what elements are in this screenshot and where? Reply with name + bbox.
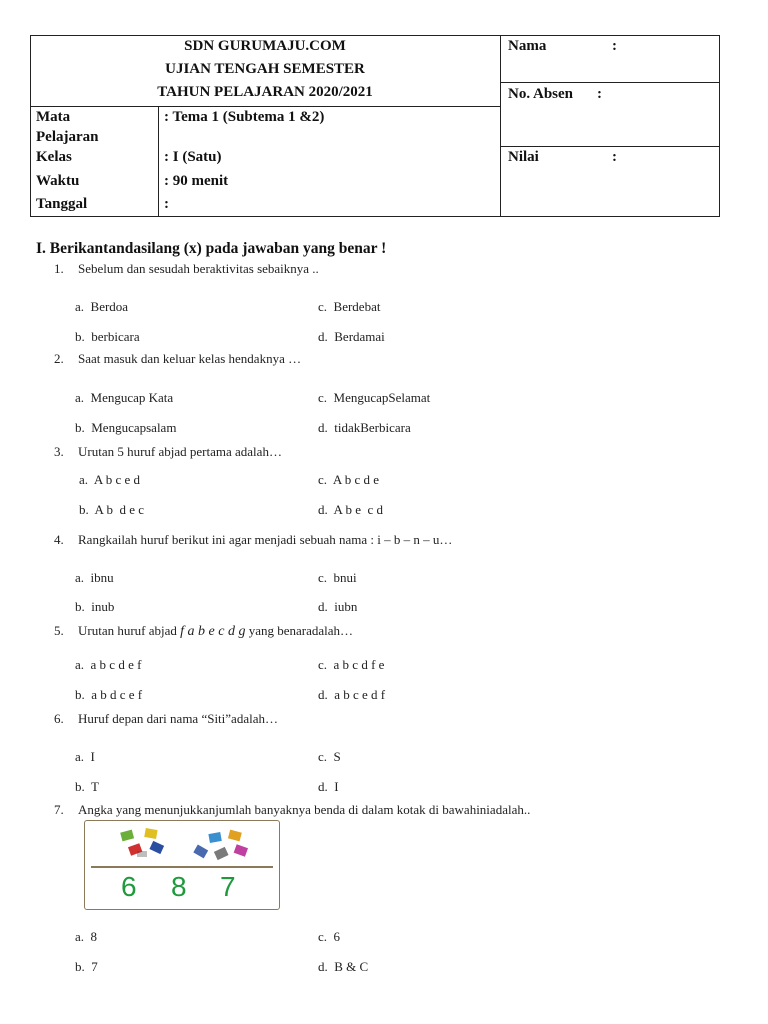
option-text: Berdebat: [333, 299, 381, 314]
question-text: Angka yang menunjukkanjumlah banyaknya benda di dalam kotak di bawahiniadalah..: [78, 802, 531, 817]
field-value-nama[interactable]: :: [612, 38, 617, 54]
option-text: 6: [333, 929, 341, 944]
sharpener-group-left: [120, 828, 164, 857]
option-b[interactable]: b. 7: [75, 959, 98, 974]
option-c[interactable]: c. Berdebat: [318, 299, 381, 314]
question-text: Huruf depan dari nama “Siti”adalah…: [78, 711, 278, 726]
option-c[interactable]: c. a b c d f e: [318, 657, 385, 672]
option-text: a b c d f e: [333, 657, 385, 672]
option-a[interactable]: a. a b c d e f: [75, 657, 142, 672]
option-c[interactable]: c. A b c d e: [318, 472, 380, 487]
question-number: 7.: [54, 802, 64, 817]
field-value-tanggal: :: [164, 196, 169, 212]
option-text: 7: [91, 959, 98, 974]
option-text: T: [91, 779, 99, 794]
header-col-divider: [158, 106, 159, 217]
question-text: Saat masuk dan keluar kelas hendaknya …: [78, 351, 302, 366]
option-b[interactable]: b. inub: [75, 599, 115, 614]
option-text: S: [333, 749, 341, 764]
question-text-italic: f a b e c d g: [180, 624, 246, 639]
option-text: A b c e d: [93, 472, 141, 487]
question-text: Urutan 5 huruf abjad pertama adalah…: [78, 444, 282, 459]
school-year: TAHUN PELAJARAN 2020/2021: [157, 84, 373, 100]
option-c[interactable]: c. 6: [318, 929, 341, 944]
option-d[interactable]: d. A b e c d: [318, 502, 384, 517]
option-text: A b e c d: [333, 502, 384, 517]
option-b[interactable]: b. a b d c e f: [75, 687, 143, 702]
field-label-absen: No. Absen: [508, 86, 574, 102]
field-label-mata: Mata: [36, 109, 71, 125]
option-text: a b c d e f: [90, 657, 142, 672]
option-d[interactable]: d. Berdamai: [318, 329, 385, 344]
field-value-kelas: : I (Satu): [164, 149, 222, 165]
option-text: I: [334, 779, 339, 794]
question-text: [78, 623, 353, 640]
option-text: berbicara: [91, 329, 140, 344]
header-right-divider-1: [500, 82, 720, 83]
sharpeners-illustration: [85, 821, 279, 865]
option-text: MengucapSelamat: [333, 390, 431, 405]
option-text: Mengucapsalam: [91, 420, 177, 435]
option-d[interactable]: d. iubn: [318, 599, 358, 614]
field-label-nama: Nama: [508, 38, 547, 54]
header-right-divider-2: [500, 146, 720, 147]
question-number: 4.: [54, 532, 64, 547]
option-d[interactable]: d. I: [318, 779, 339, 794]
option-a[interactable]: a. Mengucap Kata: [75, 390, 174, 405]
option-text: ibnu: [90, 570, 114, 585]
question-number: 5.: [54, 623, 64, 638]
field-label-pelajaran: Pelajaran: [36, 129, 99, 145]
field-value-waktu: : 90 menit: [164, 173, 229, 189]
option-a[interactable]: a. ibnu: [75, 570, 114, 585]
field-value-nilai[interactable]: :: [612, 149, 617, 165]
option-b[interactable]: b. Mengucapsalam: [75, 420, 177, 435]
question-number: 1.: [54, 261, 64, 276]
question-text: Rangkailah huruf berikut ini agar menjadi sebuah nama : i – b – n – u…: [78, 532, 453, 547]
question-text-post: yang benaradalah…: [245, 623, 354, 638]
option-text: inub: [91, 599, 115, 614]
option-text: 8: [90, 929, 98, 944]
option-c[interactable]: c. MengucapSelamat: [318, 390, 431, 405]
sharpener-group-right: [193, 830, 248, 860]
option-d[interactable]: d. a b c e d f: [318, 687, 386, 702]
question-number: 2.: [54, 351, 64, 366]
option-text: B & C: [334, 959, 369, 974]
header-row-divider: [30, 106, 501, 107]
field-label-tanggal: Tanggal: [36, 196, 88, 212]
question-number: 3.: [54, 444, 64, 459]
option-text: Berdoa: [90, 299, 129, 314]
option-a[interactable]: a. Berdoa: [75, 299, 129, 314]
option-text: a b c e d f: [334, 687, 386, 702]
number-option-2: 8: [171, 871, 187, 902]
school-name: SDN GURUMAJU.COM: [184, 38, 346, 54]
section-title: I. Berikantandasilang (x) pada jawaban yang benar !: [36, 240, 387, 257]
header-divider: [500, 35, 501, 217]
option-b[interactable]: b. A b d e c: [79, 502, 145, 517]
picture-divider: [91, 866, 273, 868]
option-text: tidakBerbicara: [334, 420, 411, 435]
option-a[interactable]: a. A b c e d: [79, 472, 141, 487]
exam-title: UJIAN TENGAH SEMESTER: [165, 61, 365, 77]
option-d[interactable]: d. B & C: [318, 959, 369, 974]
question-text: Sebelum dan sesudah beraktivitas sebaiknya ..: [78, 261, 319, 276]
option-text: a b d c e f: [91, 687, 143, 702]
option-text: Mengucap Kata: [90, 390, 174, 405]
question-number: 6.: [54, 711, 64, 726]
option-c[interactable]: c. S: [318, 749, 341, 764]
option-text: I: [90, 749, 95, 764]
question-text-pre: Urutan huruf abjad: [78, 623, 181, 638]
counting-picture: [84, 820, 280, 910]
field-value-absen[interactable]: :: [597, 86, 602, 102]
option-b[interactable]: b. T: [75, 779, 99, 794]
option-text: bnui: [333, 570, 357, 585]
option-text: A b c d e: [332, 472, 380, 487]
option-text: Berdamai: [334, 329, 385, 344]
option-a[interactable]: a. 8: [75, 929, 98, 944]
option-b[interactable]: b. berbicara: [75, 329, 140, 344]
option-c[interactable]: c. bnui: [318, 570, 357, 585]
field-label-waktu: Waktu: [36, 173, 80, 189]
field-label-nilai: Nilai: [508, 149, 539, 165]
option-d[interactable]: d. tidakBerbicara: [318, 420, 411, 435]
field-label-kelas: Kelas: [36, 149, 72, 165]
field-value-mapel: : Tema 1 (Subtema 1 &2): [164, 109, 325, 125]
number-option-3: 7: [220, 871, 236, 902]
option-text: iubn: [334, 599, 358, 614]
option-a[interactable]: a. I: [75, 749, 95, 764]
option-text: A b d e c: [94, 502, 145, 517]
number-option-1: 6: [121, 871, 137, 902]
